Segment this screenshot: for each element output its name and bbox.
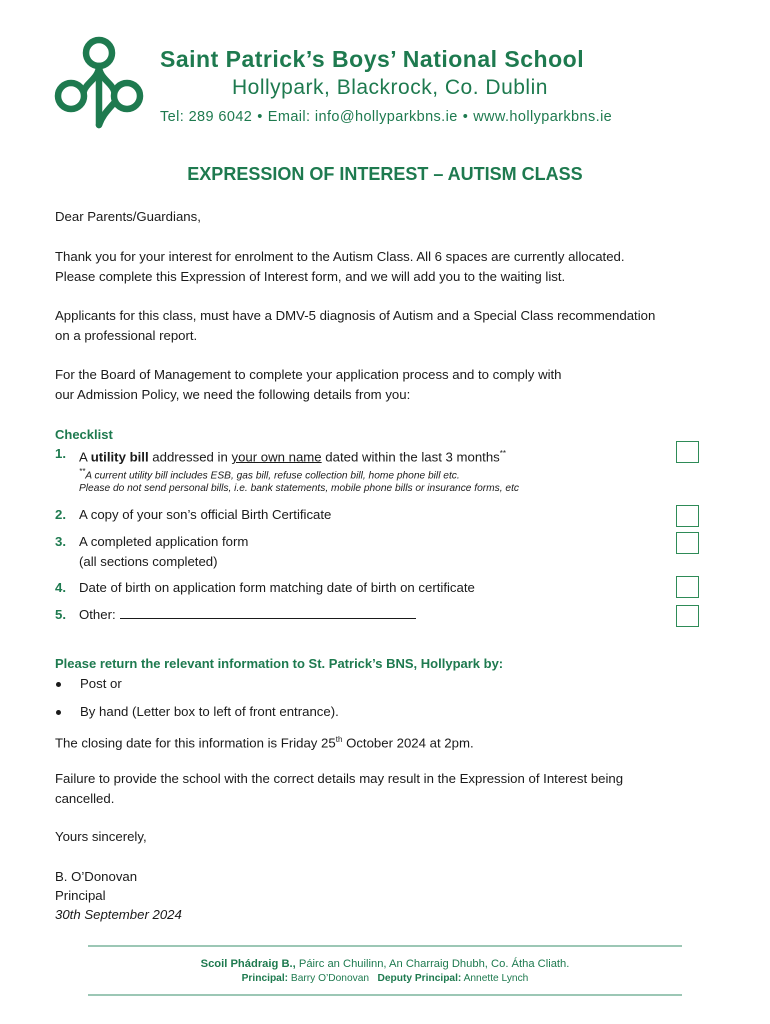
checklist-item-dob-match: Date of birth on application form matching date of birth on certificate <box>79 580 475 595</box>
other-label: Other: <box>79 607 116 622</box>
school-phone: Tel: 289 6042 <box>160 109 253 125</box>
paragraph-line: Applicants for this class, must have a DMV-5 diagnosis of Autism and a Special Class recommendation <box>55 308 656 323</box>
paragraph-line: cancelled. <box>55 790 115 806</box>
school-contact-line <box>160 109 612 125</box>
school-address: Hollypark, Blackrock, Co. Dublin <box>232 76 548 99</box>
text-fragment-underlined: your own name <box>231 449 322 465</box>
footer-staff <box>0 973 770 984</box>
footnote-marker: ** <box>79 467 86 476</box>
footer-divider <box>88 994 682 996</box>
requirements-paragraph <box>55 306 655 345</box>
checklist-heading: Checklist <box>55 427 113 442</box>
checklist-number: 5. <box>55 607 66 622</box>
school-email[interactable]: Email: info@hollyparkbns.ie <box>267 109 458 125</box>
checklist-item-application-form <box>79 532 248 571</box>
paragraph-line: our Admission Policy, we need the following details from you: <box>55 386 411 402</box>
item-line: (all sections completed) <box>79 553 218 569</box>
checklist-number: 3. <box>55 534 66 549</box>
school-name: Saint Patrick’s Boys’ National School <box>160 46 585 72</box>
closing-date <box>55 730 474 753</box>
bullet-icon <box>56 682 61 687</box>
text-fragment: October 2024 at 2pm. <box>342 735 474 751</box>
ordinal-suffix: th <box>335 735 343 744</box>
return-heading: Please return the relevant information to St. Patrick’s BNS, Hollypark by: <box>55 656 504 671</box>
paragraph-line: Thank you for your interest for enrolment to the Autism Class. All 6 spaces are currently allocated. <box>55 249 625 264</box>
checkbox-dob-match[interactable] <box>676 576 699 598</box>
return-option-post: Post or <box>80 676 122 691</box>
footer-irish-address <box>0 958 770 970</box>
intro-paragraph <box>55 247 625 286</box>
note-text: A current utility bill includes ESB, gas bill, refuse collection bill, home phone bill etc. <box>85 470 460 482</box>
text-fragment: addressed in <box>148 449 232 465</box>
footer-deputy-name: Annette Lynch <box>461 973 529 984</box>
checkbox-other[interactable] <box>676 605 699 627</box>
board-paragraph <box>55 365 562 404</box>
closing-salutation: Yours sincerely, <box>55 829 147 844</box>
return-option-hand: By hand (Letter box to left of front entrance). <box>80 704 339 719</box>
warning-paragraph <box>55 769 623 808</box>
item-line: A completed application form <box>79 534 249 549</box>
footer-deputy-label: Deputy Principal: <box>377 973 462 984</box>
checklist-number: 2. <box>55 507 66 522</box>
checkbox-birth-cert[interactable] <box>676 505 699 527</box>
separator: • <box>462 109 469 125</box>
checklist-item-birth-cert: A copy of your son’s official Birth Certificate <box>79 507 332 522</box>
bullet-icon <box>56 710 61 715</box>
utility-bill-note-2: Please do not send personal bills, i.e. bank statements, mobile phone bills or insurance forms, etc <box>79 483 519 494</box>
salutation: Dear Parents/Guardians, <box>55 209 201 224</box>
footer-principal-label: Principal: <box>241 973 289 984</box>
footer-divider <box>88 945 682 947</box>
other-blank-line[interactable] <box>120 606 416 619</box>
signer-role: Principal <box>55 888 106 903</box>
footer-principal-name: Barry O’Donovan <box>288 973 370 984</box>
letter-date: 30th September 2024 <box>55 907 182 922</box>
checkbox-application-form[interactable] <box>676 532 699 554</box>
signer-name: B. O’Donovan <box>55 869 138 884</box>
checklist-item-other <box>79 605 416 625</box>
text-fragment: dated within the last 3 months <box>321 449 500 465</box>
footnote-marker: ** <box>499 449 507 458</box>
footer-address-text: Páirc an Chuilinn, An Charraig Dhubh, Co. Átha Cliath. <box>295 958 570 970</box>
separator: • <box>257 109 263 125</box>
shamrock-sp-monogram-icon <box>52 33 146 129</box>
document-title: EXPRESSION OF INTEREST – AUTISM CLASS <box>187 164 583 184</box>
paragraph-line: For the Board of Management to complete your application process and to comply with <box>55 367 562 382</box>
text-fragment: The closing date for this information is Friday 25 <box>55 735 336 751</box>
paragraph-line: Please complete this Expression of Interest form, and we will add you to the waiting list. <box>55 268 566 284</box>
text-fragment: A <box>79 449 91 465</box>
paragraph-line: Failure to provide the school with the correct details may result in the Expression of Interest being <box>55 771 624 786</box>
text-fragment-bold: utility bill <box>90 449 149 465</box>
footer-school-irish-name: Scoil Phádraig B., <box>200 958 296 970</box>
school-website[interactable]: www.hollyparkbns.ie <box>473 109 613 125</box>
checkbox-utility-bill[interactable] <box>676 441 699 463</box>
checklist-number: 1. <box>55 446 66 461</box>
checklist-number: 4. <box>55 580 66 595</box>
paragraph-line: on a professional report. <box>55 327 198 343</box>
